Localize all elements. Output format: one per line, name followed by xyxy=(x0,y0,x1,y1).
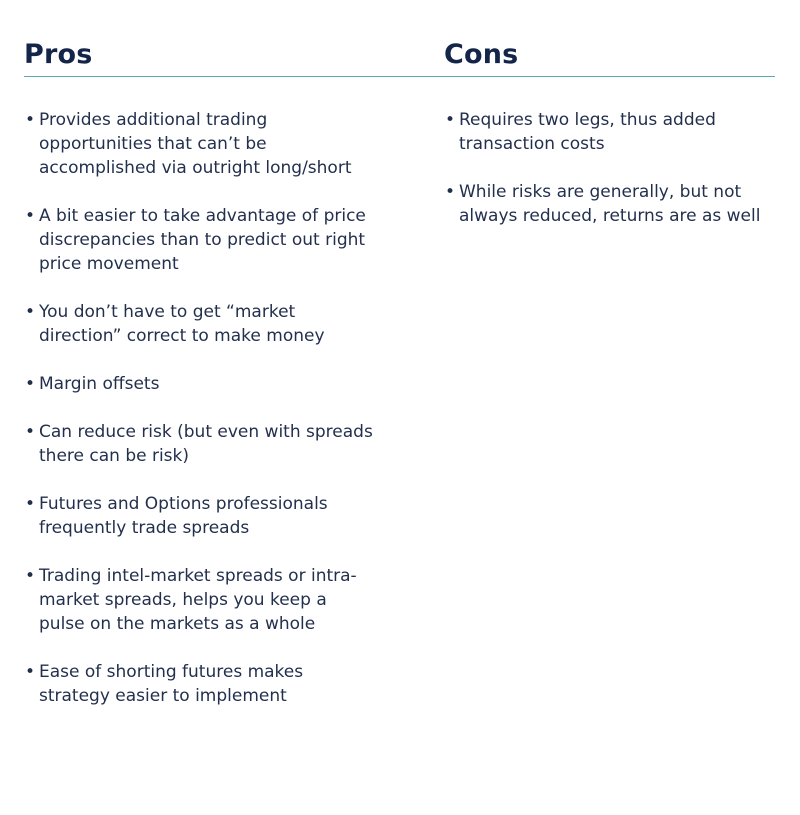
bullet-icon: • xyxy=(25,662,36,682)
cons-list xyxy=(444,108,764,252)
list-item xyxy=(444,108,764,156)
list-item xyxy=(24,492,374,540)
list-item-text: Provides additional trading opportunities that can’t be accomplished via outright long/short xyxy=(39,110,352,178)
list-item xyxy=(24,660,374,708)
bullet-icon: • xyxy=(445,110,456,130)
bullet-icon: • xyxy=(25,110,36,130)
list-item xyxy=(24,204,374,276)
list-item xyxy=(24,420,374,468)
bullet-icon: • xyxy=(25,566,36,586)
bullet-icon: • xyxy=(25,206,36,226)
pros-heading: Pros xyxy=(24,39,93,70)
cons-heading: Cons xyxy=(444,39,519,70)
list-item-text: Futures and Options professionals frequently trade spreads xyxy=(39,494,328,538)
list-item xyxy=(444,180,764,228)
list-item xyxy=(24,372,374,396)
bullet-icon: • xyxy=(445,182,456,202)
header-divider xyxy=(24,76,775,77)
list-item-text: Margin offsets xyxy=(39,374,160,394)
list-item xyxy=(24,108,374,180)
list-item-text: While risks are generally, but not always reduced, returns are as well xyxy=(459,182,761,226)
list-item-text: Trading intel-market spreads or intra-market spreads, helps you keep a pulse on the markets as a whole xyxy=(39,566,357,634)
list-item-text: A bit easier to take advantage of price discrepancies than to predict out right price movement xyxy=(39,206,366,274)
bullet-icon: • xyxy=(25,422,36,442)
bullet-icon: • xyxy=(25,374,36,394)
list-item xyxy=(24,300,374,348)
list-item-text: Can reduce risk (but even with spreads there can be risk) xyxy=(39,422,373,466)
list-item xyxy=(24,564,374,636)
bullet-icon: • xyxy=(25,302,36,322)
list-item-text: You don’t have to get “market direction” correct to make money xyxy=(39,302,325,346)
list-item-text: Requires two legs, thus added transaction costs xyxy=(459,110,716,154)
pros-list xyxy=(24,108,374,732)
bullet-icon: • xyxy=(25,494,36,514)
list-item-text: Ease of shorting futures makes strategy easier to implement xyxy=(39,662,304,706)
